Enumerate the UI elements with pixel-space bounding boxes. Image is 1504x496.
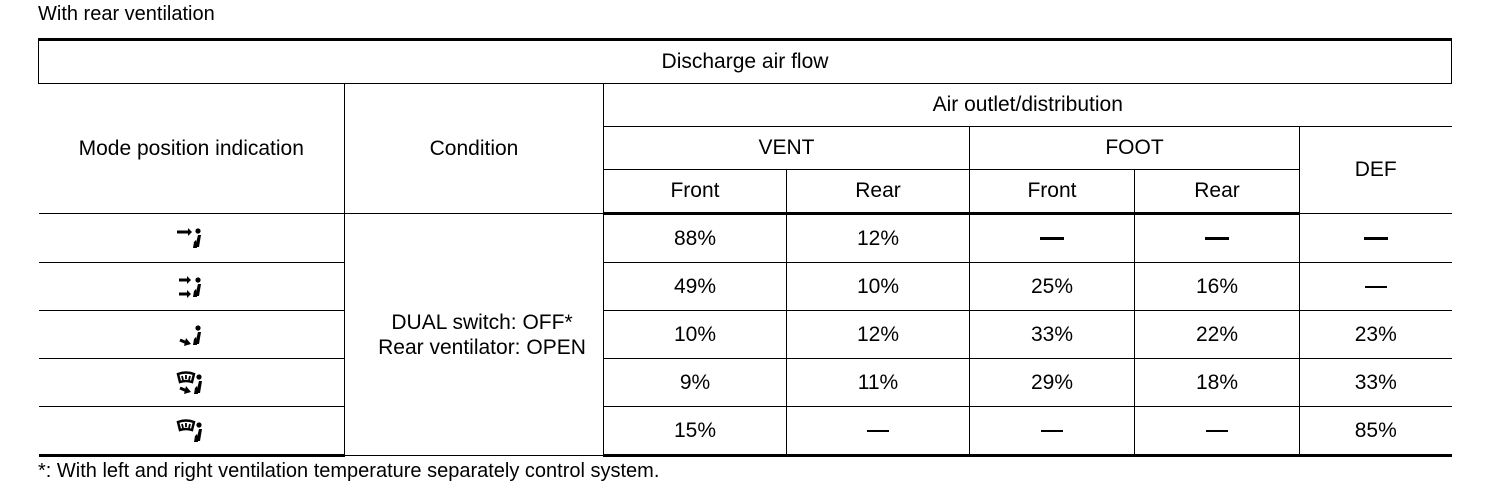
- vent-front-cell: 10%: [604, 311, 787, 359]
- discharge-air-flow-table: [38, 38, 1452, 457]
- vent-rear-cell: [787, 407, 970, 456]
- vent-rear-cell: 10%: [787, 263, 970, 311]
- foot-rear-cell: 16%: [1135, 263, 1300, 311]
- def-header: DEF: [1300, 127, 1452, 214]
- foot-rear-cell: [1135, 214, 1300, 263]
- table-row: [39, 311, 1452, 359]
- vent-rear-cell: 12%: [787, 214, 970, 263]
- condition-line-dual: DUAL switch: OFF*: [391, 310, 573, 334]
- vent-header: VENT: [604, 127, 970, 170]
- def-cell: 33%: [1300, 359, 1452, 407]
- table-title: Discharge air flow: [39, 40, 1452, 84]
- foot-mode-icon: [174, 323, 208, 347]
- table-row: [39, 407, 1452, 456]
- foot-defrost-mode-icon: [174, 371, 208, 395]
- vent-rear-header: Rear: [787, 170, 970, 214]
- foot-front-cell: [970, 407, 1135, 456]
- vent-front-header: Front: [604, 170, 787, 214]
- def-cell: [1300, 263, 1452, 311]
- foot-header: FOOT: [970, 127, 1300, 170]
- foot-front-header: Front: [970, 170, 1135, 214]
- def-cell: 85%: [1300, 407, 1452, 456]
- foot-front-cell: 29%: [970, 359, 1135, 407]
- foot-rear-header: Rear: [1135, 170, 1300, 214]
- table-row: [39, 263, 1452, 311]
- vent-front-cell: 15%: [604, 407, 787, 456]
- vent-front-cell: 88%: [604, 214, 787, 263]
- foot-rear-cell: [1135, 407, 1300, 456]
- foot-front-cell: 33%: [970, 311, 1135, 359]
- vent-rear-cell: 12%: [787, 311, 970, 359]
- footnote: *: With left and right ventilation temperature separately control system.: [38, 460, 660, 482]
- foot-front-cell: [970, 214, 1135, 263]
- defrost-mode-icon: [174, 419, 208, 443]
- outlet-header: Air outlet/distribution: [604, 84, 1452, 127]
- vent-front-cell: 49%: [604, 263, 787, 311]
- def-cell: 23%: [1300, 311, 1452, 359]
- mode-header: Mode position indication: [39, 84, 345, 214]
- condition-line-rear-ventilator: Rear ventilator: OPEN: [378, 335, 586, 359]
- condition-header: Condition: [345, 84, 604, 214]
- vent-mode-icon: [174, 226, 208, 250]
- foot-rear-cell: 22%: [1135, 311, 1300, 359]
- vent-rear-cell: 11%: [787, 359, 970, 407]
- table-row: [39, 214, 1452, 263]
- foot-front-cell: 25%: [970, 263, 1135, 311]
- foot-rear-cell: 18%: [1135, 359, 1300, 407]
- def-cell: [1300, 214, 1452, 263]
- bi-level-mode-icon: [174, 275, 208, 299]
- table-row: [39, 359, 1452, 407]
- caption: With rear ventilation: [38, 3, 215, 25]
- vent-front-cell: 9%: [604, 359, 787, 407]
